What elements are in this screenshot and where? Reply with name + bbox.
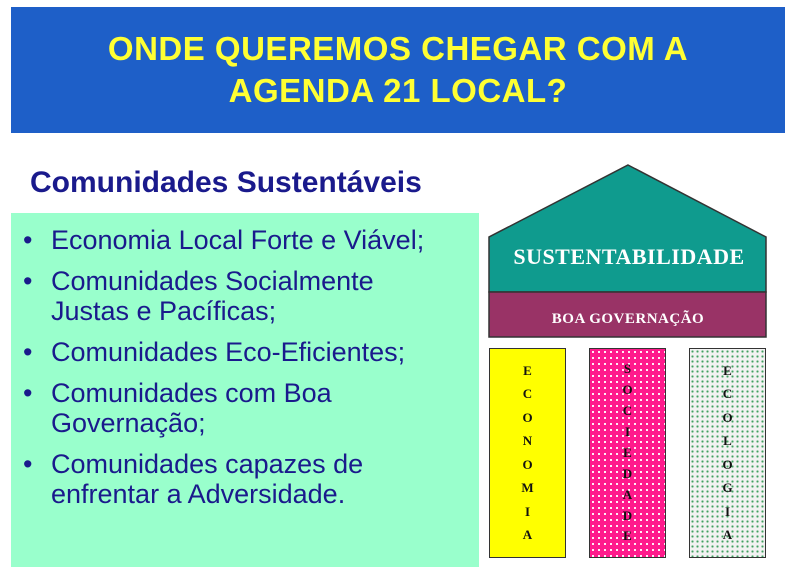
pillar-letter: C: [722, 386, 733, 402]
pillar-letter: O: [722, 456, 733, 472]
pillar-letter: O: [622, 382, 633, 398]
pillar-letter: C: [622, 403, 633, 419]
pillar-society: [589, 348, 666, 558]
pillar-letter: E: [623, 528, 632, 544]
bullet-text-cont: Justas e Pacíficas;: [51, 296, 277, 326]
bullet-text: Comunidades capazes de: [51, 449, 364, 479]
pillar-letter: O: [722, 409, 733, 425]
pillar-letter: I: [524, 503, 531, 519]
pillar-letter: E: [523, 362, 532, 378]
bullet-text: Comunidades Eco-Eficientes;: [51, 337, 406, 367]
pillar-economy: [489, 348, 566, 558]
bullet-dot: •: [23, 225, 33, 255]
pillar-letter: N: [522, 433, 533, 449]
bullet-text-cont: Governação;: [51, 408, 206, 438]
pillar-letter: S: [623, 361, 632, 377]
governance-label: BOA GOVERNAÇÃO: [551, 311, 705, 327]
subtitle: Comunidades Sustentáveis: [30, 166, 422, 199]
title-line-1: ONDE QUEREMOS CHEGAR COM A: [107, 30, 689, 67]
bullet-dot: •: [23, 266, 33, 296]
roof-label: SUSTENTABILIDADE: [513, 244, 745, 269]
pillar-letter: O: [522, 456, 533, 472]
bullet-dot: •: [23, 337, 33, 367]
pillar-letter: E: [623, 444, 632, 460]
pillar-letter: D: [622, 507, 633, 523]
pillar-ecology: [689, 348, 766, 558]
pillar-letter: C: [522, 386, 533, 402]
pillar-letter: A: [622, 486, 633, 502]
roof-shape: [489, 165, 766, 292]
pillar-letter: E: [723, 362, 732, 378]
pillar-letter: G: [722, 480, 733, 496]
pillar-letter: D: [622, 465, 633, 481]
bullet-text: Comunidades Socialmente: [51, 266, 374, 296]
pillar-letter: I: [624, 424, 631, 440]
pillar-letter: L: [723, 433, 732, 449]
bullet-text: Economia Local Forte e Viável;: [51, 225, 425, 255]
title-line-2: AGENDA 21 LOCAL?: [228, 72, 568, 109]
pillar-letter: I: [724, 503, 731, 519]
bullet-text: Comunidades com Boa: [51, 378, 332, 408]
pillar-letter: A: [522, 527, 533, 543]
bullet-text-cont: enfrentar a Adversidade.: [51, 479, 346, 509]
pillar-letter: O: [522, 409, 533, 425]
bullet-dot: •: [23, 449, 33, 479]
pillar-letter: M: [521, 480, 534, 496]
bullet-dot: •: [23, 378, 33, 408]
pillar-letter: A: [722, 527, 733, 543]
